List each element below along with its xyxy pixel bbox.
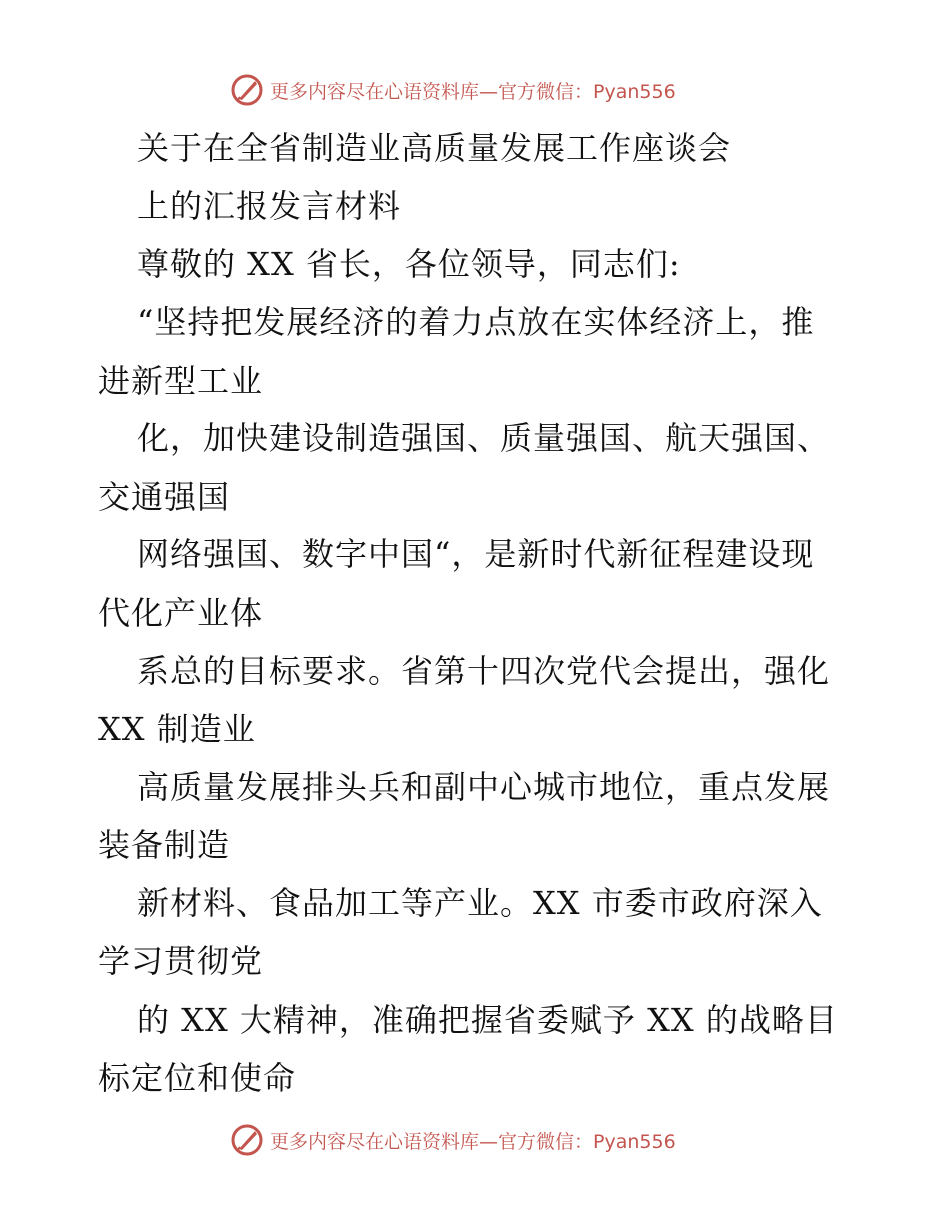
doc-title-line-2: 上的汇报发言材料 xyxy=(137,187,402,225)
doc-salutation: 尊敬的 XX 省长，各位领导，同志们: xyxy=(137,245,681,283)
quill-logo-icon xyxy=(230,1123,264,1157)
doc-line: 高质量发展排头兵和副中心城市地位，重点发展 xyxy=(137,768,831,806)
doc-line: “坚持把发展经济的着力点放在实体经济上，推 xyxy=(137,303,815,341)
doc-line: 交通强国 xyxy=(98,478,231,516)
doc-line: 进新型工业 xyxy=(98,362,264,400)
doc-line: 代化产业体 xyxy=(98,594,264,632)
doc-line: 化，加快建设制造强国、质量强国、航天强国、 xyxy=(137,419,831,457)
doc-line: 的 XX 大精神，准确把握省委赋予 XX 的战略目 xyxy=(137,1001,838,1039)
doc-line: XX 制造业 xyxy=(98,710,256,748)
watermark-banner-bottom xyxy=(230,1122,676,1158)
watermark-text: 更多内容尽在心语资料库—官方微信：Pyan556 xyxy=(270,80,676,103)
quill-logo-icon xyxy=(230,73,264,107)
watermark-banner-top xyxy=(230,72,676,108)
doc-line: 新材料、食品加工等产业。XX 市委市政府深入 xyxy=(137,884,823,922)
doc-title-line-1: 关于在全省制造业高质量发展工作座谈会 xyxy=(137,129,732,167)
doc-line: 装备制造 xyxy=(98,826,231,864)
doc-line: 标定位和使命 xyxy=(98,1059,297,1097)
watermark-text: 更多内容尽在心语资料库—官方微信：Pyan556 xyxy=(270,1130,676,1153)
doc-line: 系总的目标要求。省第十四次党代会提出，强化 xyxy=(137,652,831,690)
doc-line: 学习贯彻党 xyxy=(98,942,264,980)
doc-line: 网络强国、数字中国“，是新时代新征程建设现 xyxy=(137,535,815,573)
